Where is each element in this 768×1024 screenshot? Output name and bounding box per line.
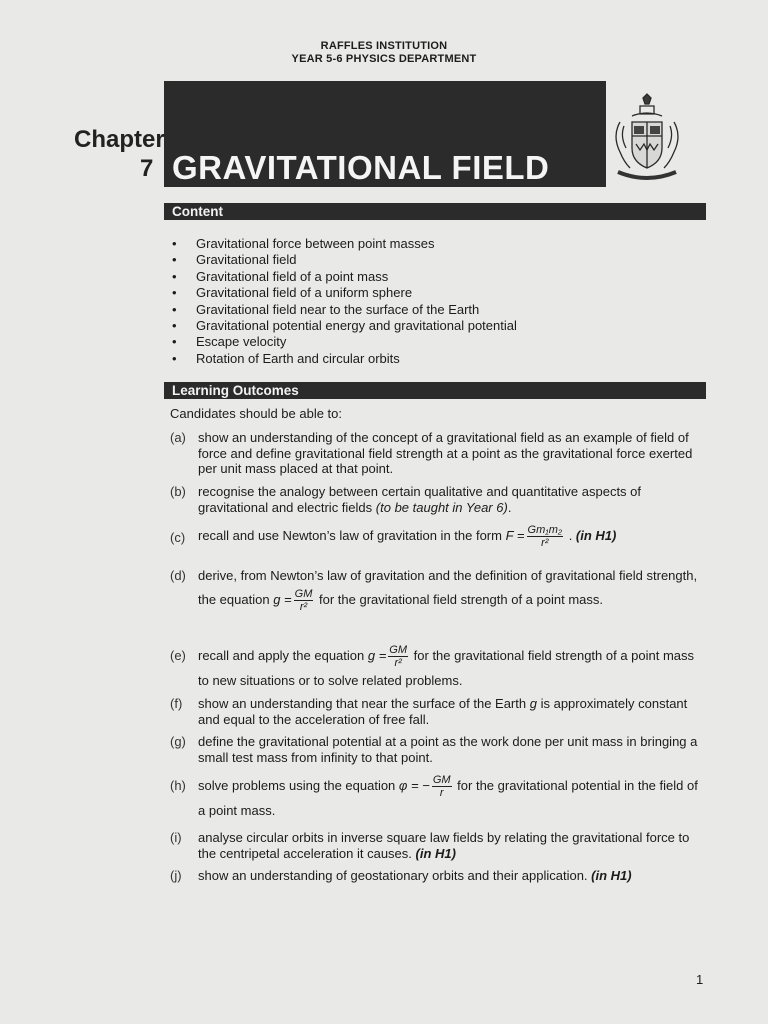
outcome-f xyxy=(170,696,706,727)
outcome-g xyxy=(170,734,706,765)
outcome-j xyxy=(170,868,706,884)
bullet-icon: • xyxy=(172,350,177,366)
institution-name: RAFFLES INSTITUTION xyxy=(320,40,448,52)
list-item: • Rotation of Earth and circular orbits xyxy=(172,350,400,366)
page-header xyxy=(0,40,768,66)
bullet-icon: • xyxy=(172,301,177,317)
outcome-label: (g) xyxy=(170,734,186,749)
page-number: 1 xyxy=(696,972,704,987)
level-tag: (in H1) xyxy=(575,527,617,543)
content-heading: Content xyxy=(172,204,223,219)
list-item: • Escape velocity xyxy=(172,334,287,350)
outcome-text: recognise the analogy between certain qualitative and quantitative aspects of gravitational and electric fields xyxy=(198,484,642,515)
equation-fraction: $\frac{GM}{\text{r²}}$ xyxy=(294,588,313,614)
outcome-e xyxy=(170,644,706,693)
outcome-text: recall and apply the equation xyxy=(198,648,365,663)
outcome-label: (e) xyxy=(170,648,186,663)
equation-lhs: g = xyxy=(273,592,292,607)
bullet-icon: • xyxy=(172,285,177,301)
outcome-label: (i) xyxy=(170,830,182,845)
outcome-label: (c) xyxy=(170,530,186,545)
outcome-text: recall and use Newton’s law of gravitation in the form xyxy=(198,527,502,543)
outcome-label: (f) xyxy=(170,696,183,711)
outcome-text: analyse circular orbits in inverse square law fields by relating the gravitational force to the centripetal acceleration it causes. xyxy=(198,830,690,861)
bullet-icon: • xyxy=(172,318,177,334)
school-crest-icon xyxy=(610,92,684,188)
outcome-text-end: for the gravitational potential in the field of a point mass. xyxy=(198,778,698,819)
level-tag: (in H1) xyxy=(591,868,632,883)
outcome-note: (to be taught in Year 6) xyxy=(375,499,508,515)
equation-fraction: $\frac{\text{Gm₁m₂}}{\text{r²}}$ xyxy=(527,524,563,549)
bullet-icon: • xyxy=(172,252,177,268)
outcome-d xyxy=(170,564,706,613)
list-item: • Gravitational field xyxy=(172,252,297,268)
outcome-i xyxy=(170,830,706,861)
equation-lhs: F = xyxy=(505,527,525,543)
list-item: • Gravitational field of a point mass xyxy=(172,268,389,284)
chapter-label: Chapter xyxy=(74,126,165,153)
bullet-icon: • xyxy=(172,334,177,350)
outcome-h xyxy=(170,774,706,823)
outcome-label: (a) xyxy=(170,430,186,445)
content-heading-bar xyxy=(164,203,706,220)
equation-fraction: $\frac{GM}{\text{r²}}$ xyxy=(389,644,408,670)
equation-lhs: φ = − xyxy=(398,778,430,793)
list-item: • Gravitational field of a uniform sphere xyxy=(172,285,413,301)
department-name: YEAR 5-6 PHYSICS DEPARTMENT xyxy=(291,53,477,65)
outcome-label: (b) xyxy=(170,484,186,499)
outcomes-intro: Candidates should be able to: xyxy=(170,406,343,421)
outcome-text-end: is approximately constant and equal to the acceleration of free fall. xyxy=(198,696,688,727)
outcome-label: (h) xyxy=(170,778,186,793)
outcome-text: solve problems using the equation xyxy=(198,778,396,793)
equation-lhs: g = xyxy=(367,648,387,663)
outcome-text-end: for the gravitational field strength of a point mass to new situations or to solve related problems. xyxy=(198,648,695,689)
outcome-text: show an understanding of the concept of a gravitational field as an example of field of force and define gravitational field strength at a point as the gravitational force exerted per unit mass placed at that point. xyxy=(198,430,693,476)
list-item: • Gravitational force between point masses xyxy=(172,236,435,251)
outcome-text-end: for the gravitational field strength of a point mass. xyxy=(319,592,603,607)
bullet-icon: • xyxy=(172,268,177,284)
level-tag: (in H1) xyxy=(415,845,456,861)
outcome-text: show an understanding of geostationary orbits and their application. xyxy=(198,868,588,883)
list-item: • Gravitational field near to the surface of the Earth xyxy=(172,301,480,317)
outcome-c: (c) recall and use Newton’s law of gravitation in the form F = $\frac{\text{Gm₁m₂}}{\text{r²}}$ . (in H1) xyxy=(170,524,617,549)
outcome-a xyxy=(170,430,706,477)
equation-fraction: $\frac{GM}{r}$ xyxy=(432,774,451,800)
chapter-number: 7 xyxy=(140,155,154,182)
outcome-text: define the gravitational potential at a point as the work done per unit mass in bringing a small test mass from infinity to that point. xyxy=(198,734,698,765)
outcome-text: derive, from Newton’s law of gravitation and the definition of gravitational field strength, the equation xyxy=(198,568,698,607)
variable-g: g xyxy=(529,696,537,711)
chapter-title: GRAVITATIONAL FIELD xyxy=(172,149,550,186)
bullet-icon: • xyxy=(172,236,177,251)
outcomes-heading: Learning Outcomes xyxy=(172,383,299,398)
outcomes-heading-bar xyxy=(164,382,706,399)
content-list xyxy=(170,236,517,367)
list-item: • Gravitational potential energy and gravitational potential xyxy=(172,318,517,334)
outcome-label: (j) xyxy=(170,868,182,883)
outcome-text: show an understanding that near the surface of the Earth xyxy=(198,696,527,711)
outcome-label: (d) xyxy=(170,568,186,583)
outcome-b: (b) recognise the analogy between certain qualitative and quantitative aspects of gravitational and electric fields (to be taught in Year 6). xyxy=(170,484,642,515)
